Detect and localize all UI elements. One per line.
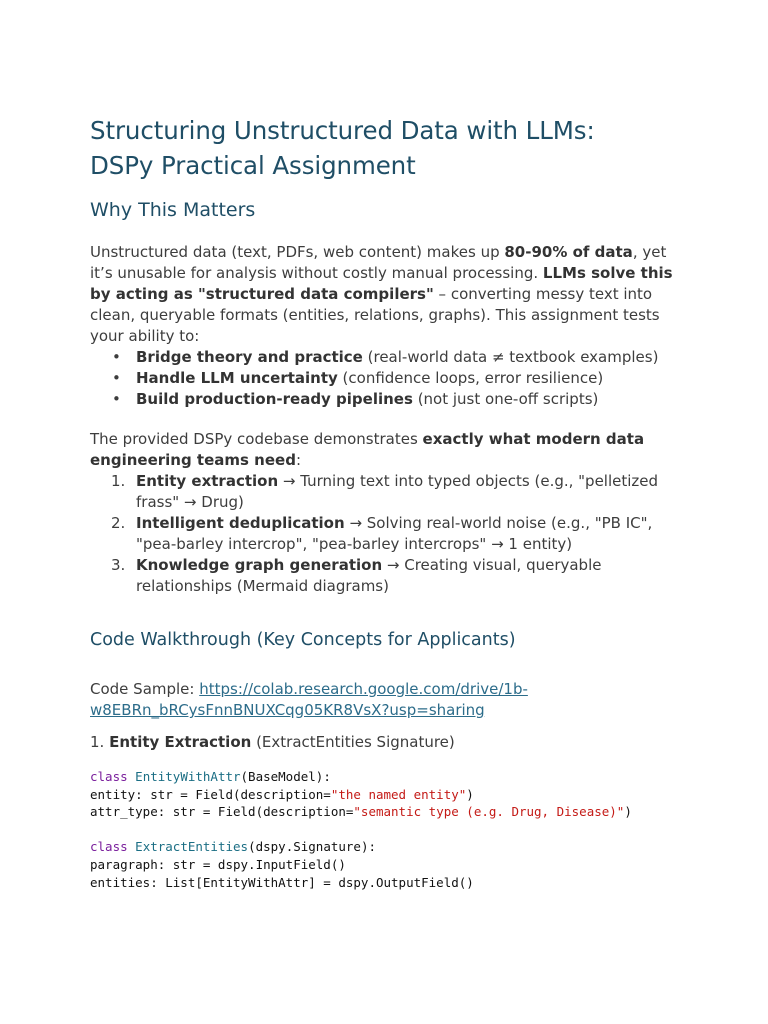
code-sample-link-part2: w8EBRn_bRCysFnnBNUXCqg05KR8VsX?usp=sharing — [90, 701, 485, 719]
provided-bold: exactly what modern data engineering teams need — [90, 430, 645, 469]
list-item — [90, 471, 690, 513]
intro-bold-1: 80-90% of data — [504, 243, 633, 261]
code-sample-link-part1: https://colab.research.google.com/drive/1b- — [199, 680, 528, 698]
entity-section-heading — [90, 732, 690, 753]
bullet-icon: • — [112, 390, 121, 408]
bullet-bold: Build production-ready pipelines — [136, 390, 413, 408]
section-number: 1. — [90, 733, 110, 751]
intro-text-3: – converting messy text into clean, queryable formats (entities, relations, graphs). This assignment tests your ability to: — [90, 285, 660, 345]
list-item — [90, 347, 690, 368]
code-string: "semantic type (e.g. Drug, Disease)" — [353, 804, 625, 820]
numbered-text: → Creating visual, queryable relationships (Mermaid diagrams) — [136, 556, 602, 595]
section-bold: Entity Extraction — [109, 733, 252, 751]
intro-text-2: , yet it’s unusable for analysis without costly manual processing. — [90, 243, 667, 282]
walkthrough-heading: Code Walkthrough (Key Concepts for Applicants) — [90, 630, 516, 650]
bullet-text: (not just one-off scripts) — [412, 390, 599, 408]
code-text: ) — [624, 804, 632, 820]
numbered-text: → Solving real-world noise (e.g., "PB IC", "pea-barley intercrop", "pea-barley intercrops" → 1 entity) — [136, 514, 653, 553]
code-text: (dspy.Signature): — [248, 839, 376, 855]
bullet-text: (confidence loops, error resilience) — [337, 369, 604, 387]
list-number: 2. — [111, 514, 126, 532]
list-item — [90, 389, 690, 410]
code-text: entities: List[EntityWithAttr] = dspy.OutputField() — [90, 874, 474, 890]
bullet-bold: Handle LLM uncertainty — [136, 369, 338, 387]
list-item — [90, 513, 690, 555]
page-title-line2: DSPy Practical Assignment — [90, 151, 416, 180]
code-string: "the named entity" — [330, 786, 467, 802]
intro-text-1: Unstructured data (text, PDFs, web content) makes up — [90, 243, 505, 261]
code-class-name: ExtractEntities — [135, 839, 249, 855]
bullet-bold: Bridge theory and practice — [136, 348, 363, 366]
code-text: ) — [466, 786, 474, 802]
numbered-list — [90, 471, 690, 597]
page-title-line1: Structuring Unstructured Data with LLMs: — [90, 116, 595, 145]
intro-paragraph — [90, 242, 690, 347]
why-heading: Why This Matters — [90, 199, 256, 221]
page-title — [90, 113, 690, 183]
bullet-text: (real-world data ≠ textbook examples) — [362, 348, 659, 366]
list-item — [90, 555, 690, 597]
provided-paragraph — [90, 429, 690, 471]
code-text: entity: str = Field(description= — [90, 786, 331, 802]
document-content — [90, 113, 690, 891]
list-number: 3. — [111, 556, 126, 574]
code-keyword: class — [90, 769, 128, 784]
numbered-bold: Entity extraction — [136, 472, 279, 490]
intro-bold-2: LLMs solve this by acting as "structured data compilers" — [90, 264, 673, 303]
provided-text-2: : — [295, 451, 302, 469]
list-item — [90, 368, 690, 389]
section-text: (ExtractEntities Signature) — [251, 733, 455, 751]
numbered-bold: Intelligent deduplication — [136, 514, 345, 532]
code-class-name: EntityWithAttr — [135, 769, 241, 784]
bullet-list — [90, 347, 690, 410]
provided-text-1: The provided DSPy codebase demonstrates — [90, 430, 423, 448]
code-block — [90, 768, 690, 891]
code-text: (BaseModel): — [240, 769, 331, 784]
code-text: paragraph: str = dspy.InputField() — [90, 856, 346, 872]
code-keyword: class — [90, 839, 128, 855]
numbered-text: → Turning text into typed objects (e.g., "pelletized frass" → Drug) — [136, 472, 659, 511]
code-text: attr_type: str = Field(description= — [90, 804, 354, 820]
bullet-icon: • — [112, 348, 121, 366]
code-sample-label: Code Sample: — [90, 680, 200, 698]
numbered-bold: Knowledge graph generation — [136, 556, 383, 574]
bullet-icon: • — [112, 369, 121, 387]
code-sample-paragraph — [90, 679, 690, 721]
list-number: 1. — [111, 472, 126, 490]
